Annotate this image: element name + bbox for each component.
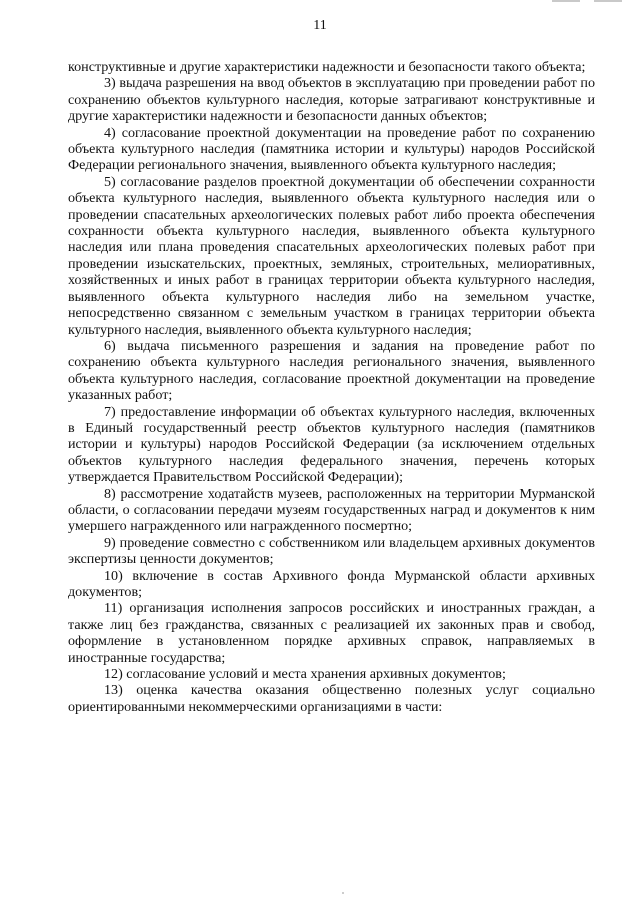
list-item-4: 4) согласование проектной документации на проведение работ по сохранению объекта культурного наследия (памятника истории и культуры) народов Российской Федерации регионального значения, выявленного объекта культурного наследия; (68, 124, 595, 174)
list-item-10: 10) включение в состав Архивного фонда Мурманской области архивных документов; (68, 567, 595, 600)
scan-mark (552, 0, 580, 2)
list-item-11: 11) организация исполнения запросов российских и иностранных граждан, а также лиц без гражданства, связанных с реализацией их законных прав и свобод, оформление в установленном порядке архивных справок, направляемых в иностранные государства; (68, 600, 595, 666)
list-item-12: 12) согласование условий и места хранения архивных документов; (104, 666, 506, 683)
list-item-5: 5) согласование разделов проектной документации об обеспечении сохранности объекта культурного наследия, выявленного объекта культурного наследия или о проведении спасательных археологических полевых работ либо проекта обеспечения сохранности объекта культурного наследия, выявленного объекта культурного наследия или плана проведения спасательных археологических полевых работ при проведении изыскательских, проектных, земляных, строительных, мелиоративных, хозяйственных и иных работ в границах территории объекта культурного наследия, выявленного объекта культурного наследия либо на земельном участке, непосредственно связанном с земельным участком в границах территории объекта культурного наследия, выявленного объекта культурного наследия; (68, 173, 595, 338)
scan-speck (342, 892, 344, 894)
scan-mark (594, 0, 622, 2)
document-body (68, 59, 595, 715)
list-item-8: 8) рассмотрение ходатайств музеев, расположенных на территории Мурманской области, о согласовании передачи музеям государственных наград и документов к ним умершего награжденного или награжденного посмертно; (68, 485, 595, 535)
list-item-9: 9) проведение совместно с собственником или владельцем архивных документов экспертизы ценности документов; (68, 534, 595, 568)
list-item-13: 13) оценка качества оказания общественно полезных услуг социально ориентированными некоммерческими организациями в части: (68, 682, 595, 715)
scan-edge-marks (552, 0, 622, 2)
page-number: 11 (313, 18, 327, 33)
list-item-3: 3) выдача разрешения на ввод объектов в эксплуатацию при проведении работ по сохранению объектов культурного наследия, которые затрагивают конструктивные и другие характеристики надежности и безопасности данных объектов; (68, 75, 595, 125)
list-item-7: 7) предоставление информации об объектах культурного наследия, включенных в Единый государственный реестр объектов культурного наследия (памятников истории и культуры) народов Российской Федерации (за исключением отдельных объектов культурного наследия федерального значения, перечень которых утверждается Правительством Российской Федерации); (68, 403, 595, 486)
paragraph-continuation: конструктивные и другие характеристики надежности и безопасности такого объекта; (68, 59, 586, 75)
list-item-6: 6) выдача письменного разрешения и задания на проведение работ по сохранению объекта культурного наследия регионального значения, выявленного объекта культурного наследия, согласование проектной документации на проведение указанных работ; (68, 337, 595, 404)
